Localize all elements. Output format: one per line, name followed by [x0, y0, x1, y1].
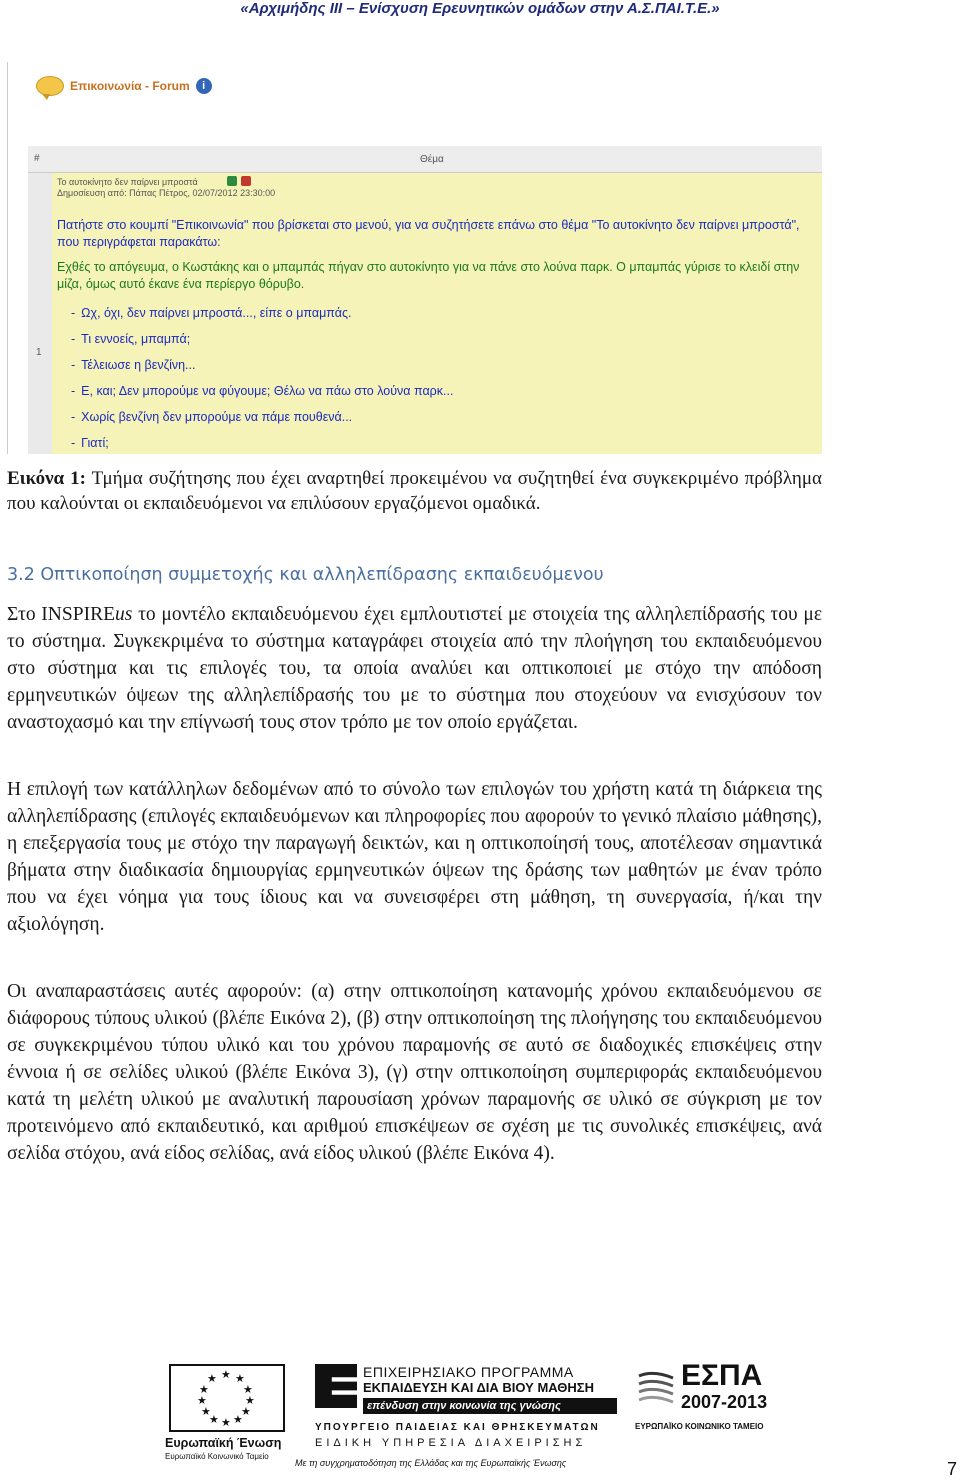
caption-label: Εικόνα 1: — [7, 468, 86, 489]
espa-years: 2007-2013 — [681, 1392, 768, 1412]
delete-icon[interactable] — [241, 176, 251, 186]
funding-footer — [165, 1360, 790, 1470]
programme-line-1: ΕΠΙΧΕΙΡΗΣΙΑΚΟ ΠΡΟΓΡΑΜΜΑ — [363, 1364, 574, 1380]
paragraph-3: Οι αναπαραστάσεις αυτές αφορούν: (α) στην οπτικοποίηση κατανομής χρόνου εκπαιδευόμενου σε διάφορους τύπους υλικού (βλέπε Εικόνα 2), (β) στην οπτικοποίηση της πλοήγησης του εκπαιδευόμενου σε συγκεκριμένου τύπου υλικό και του χρόνου παραμονής σε αυτό σε διαδοχικές επισκέψεις στην έννοια ή σε σελίδες υλικού (βλέπε Εικόνα 3), (γ) στην οπτικοποίηση συμπεριφοράς εκπαιδευόμενου κατά τη μελέτη υλικού με αναλυτική παρουσίαση χρόνων παραμονής σε υλικό σε σύγκριση με τον προτεινόμενο από εκπαιδευτικό, και αριθμού επισκέψεων σε σχέση με τις συνολικές επισκέψεις, ανά σελίδα στόχου, ανά είδος σελίδας, ανά είδος υλικού (βλέπε Εικόνα 4). — [7, 981, 822, 1164]
espa-wave-icon — [635, 1368, 677, 1412]
forum-screenshot — [7, 62, 822, 454]
espa-word: ΕΣΠΑ — [681, 1359, 763, 1392]
forum-title: Επικοινωνία - Forum — [70, 79, 190, 93]
forum-table-header — [28, 146, 822, 173]
column-subject: Θέμα — [420, 154, 444, 165]
ministry-name: ΥΠΟΥΡΓΕΙΟ ΠΑΙΔΕΙΑΣ ΚΑΙ ΘΡΗΣΚΕΥΜΑΤΩΝ — [315, 1422, 600, 1433]
figure-caption — [7, 466, 822, 516]
caption-text: Τμήμα συζήτησης που έχει αναρτηθεί προκειμένου να συζητηθεί ένα συγκεκριμένο πρόβλημα που καλούνται οι εκπαιδευόμενοι να επιλύσουν εργαζόμενοι ομαδικά. — [7, 468, 822, 514]
list-item: - Χωρίς βενζίνη δεν μπορούμε να πάμε πουθενά... — [71, 410, 353, 424]
list-item: - Ωχ, όχι, δεν παίρνει μπροστά..., είπε ο μπαμπάς. — [71, 306, 352, 320]
eu-title: Ευρωπαϊκή Ένωση — [165, 1436, 282, 1450]
programme-line-2: ΕΚΠΑΙΔΕΥΣΗ ΚΑΙ ΔΙΑ ΒΙΟΥ ΜΑΘΗΣΗ — [363, 1380, 594, 1395]
post-body — [57, 217, 817, 461]
forum-table — [28, 146, 822, 454]
eu-logo — [165, 1360, 285, 1470]
list-item: - Ε, και; Δεν μπορούμε να φύγουμε; Θέλω να πάω στο λούνα παρκ... — [71, 384, 454, 398]
programme-mark-icon — [315, 1364, 357, 1408]
post-topic: Το αυτοκίνητο δεν παίρνει μπροστά — [57, 177, 198, 187]
paragraph-2: Η επιλογή των κατάλληλων δεδομένων από το σύνολο των επιλογών του χρήστη κατά τη διάρκεια της αλληλεπίδρασης (επιλογές εκπαιδευόμενων και πληροφορίες που αφορούν το γενικό πλαίσιο μάθησης), η επεξεργασία τους με στόχο την παραγωγή δεικτών, και η οπτικοποίησή τους, αποτέλεσαν σημαντικά βήματα στην διαδικασία δημιουργίας ερμηνευτικών όψεων της δράσης των μαθητών με έναν τρόπο που να έχει νόημα για τους ίδιους και να συνεισφέρει στη μάθηση, τη συνεργασία, ή/και την αξιολόγηση. — [7, 779, 822, 935]
section-title: 3.2 Οπτικοποίηση συμμετοχής και αλληλεπίδρασης εκπαιδευόμενου — [7, 565, 604, 585]
espa-logo — [635, 1360, 775, 1436]
eu-flag-icon: ★ ★ ★ ★ ★ ★ ★ ★ ★ ★ ★ ★ — [169, 1364, 285, 1432]
info-icon: i — [196, 78, 212, 94]
paragraph-1: Στο INSPIREus το μοντέλο εκπαιδευόμενου έχει εμπλουτιστεί με στοιχεία της αλληλεπίδρασής του με το σύστημα. Συγκεκριμένα το σύστημα καταγράφει στοιχεία από την πλοήγηση του εκπαιδευόμενου στο σύστημα και τις επιλογές του, τα οποία αναλύει και οπτικοποιεί με στόχο την απόδοση ερμηνευτικών όψεων της αλληλεπίδρασής του με το σύστημα που στοχεύουν να ενισχύσουν τον αναστοχασμό και την επίγνωσή τους στον τρόπο με τον οποίο εργάζεται. — [7, 604, 823, 733]
row-number-cell — [28, 173, 53, 454]
programme-line-3: επένδυση στην κοινωνία της γνώσης — [363, 1398, 617, 1414]
edit-icon[interactable] — [227, 176, 237, 186]
post-actions — [227, 176, 251, 186]
post-paragraph-1: Πατήστε στο κουμπί "Επικοινωνία" που βρίσκεται στο μενού, για να συζητήσετε επάνω στο θέμα "Το αυτοκίνητο δεν παίρνει μπροστά", που περιγράφεται παρακάτω: — [57, 218, 800, 249]
espa-fund: ΕΥΡΩΠΑΪΚΟ ΚΟΙΝΩΝΙΚΟ ΤΑΜΕΙΟ — [635, 1422, 764, 1431]
forum-title-bar — [36, 76, 212, 96]
row-number: 1 — [36, 347, 42, 358]
speech-bubble-icon — [36, 76, 64, 96]
forum-post — [52, 173, 822, 454]
page-number: 7 — [946, 1459, 957, 1479]
list-item: - Γιατί; — [71, 436, 109, 450]
list-item: - Τέλειωσε η βενζίνη... — [71, 358, 196, 372]
post-author-date: Δημοσίευση από: Πάπας Πέτρος, 02/07/2012 23:30:00 — [57, 188, 276, 198]
post-paragraph-2: Εχθές το απόγευμα, ο Κωστάκης και ο μπαμπάς πήγαν στο αυτοκίνητο για να πάνε στο λούνα παρκ. Ο μπαμπάς γύρισε το κλειδί στην μίζα, όμως αυτό έκανε ένα περίεργο θόρυβο. — [57, 260, 800, 291]
column-hash: # — [34, 153, 40, 164]
list-item: - Τι εννοείς, μπαμπά; — [71, 332, 191, 346]
reply-list — [71, 305, 817, 452]
eu-subtitle: Ευρωπαϊκό Κοινωνικό Ταμείο — [165, 1452, 269, 1461]
running-header: «Αρχιμήδης ΙΙΙ – Ενίσχυση Ερευνητικών ομάδων στην Α.Σ.ΠΑΙ.Τ.Ε.» — [240, 0, 720, 17]
managing-service: ΕΙΔΙΚΗ ΥΠΗΡΕΣΙΑ ΔΙΑΧΕΙΡΙΣΗΣ — [315, 1437, 587, 1449]
cofinance-note: Με τη συγχρηματοδότηση της Ελλάδας και της Ευρωπαϊκής Ένωσης — [295, 1458, 567, 1468]
